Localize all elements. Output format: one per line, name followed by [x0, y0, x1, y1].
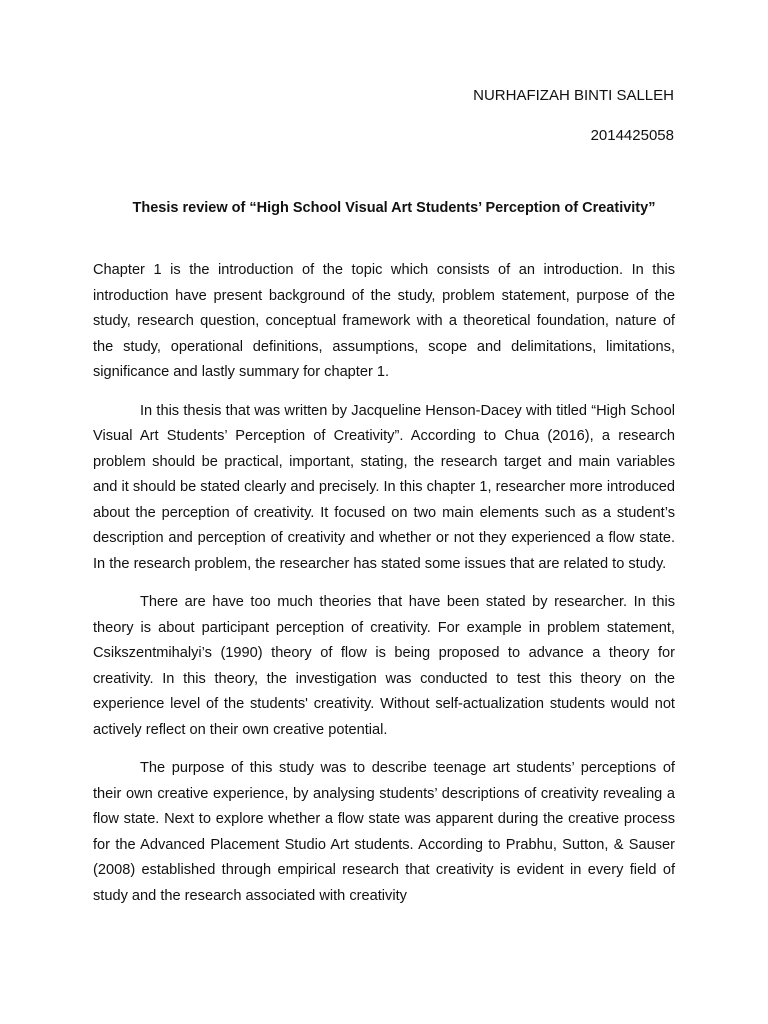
student-id: 2014425058 — [590, 127, 674, 144]
document-title: Thesis review of “High School Visual Art Students’ Perception of Creativity” — [132, 200, 656, 216]
body-text — [93, 258, 675, 922]
paragraph-theories: There are have too much theories that have been stated by researcher. In this theory is about participant perception of creativity. For example in problem statement, Csikszentmihalyi’s (1990) theory of flow is being proposed to advance a theory for creativity. In this theory, the investigation was conducted to test this theory on the experience level of the students' creativity. Without self-actualization students would not actively reflect on their own creative potential. — [93, 594, 675, 738]
paragraph-purpose: The purpose of this study was to describe teenage art students’ perceptions of their own creative experience, by analysing students’ descriptions of creativity revealing a flow state. Next to explore whether a flow state was apparent during the creative process for the Advanced Placement Studio Art students. According to Prabhu, Sutton, & Sauser (2008) established through empirical research that creativity is evident in every field of study and the research associated with creativity — [93, 760, 675, 904]
author-name: NURHAFIZAH BINTI SALLEH — [473, 87, 674, 104]
paragraph-chapter-intro: Chapter 1 is the introduction of the topic which consists of an introduction. In this introduction have present background of the study, problem statement, purpose of the study, research question, conceptual framework with a theoretical foundation, nature of the study, operational definitions, assumptions, scope and delimitations, limitations, significance and lastly summary for chapter 1. — [93, 262, 675, 380]
header-block — [473, 86, 674, 146]
paragraph-thesis-author: In this thesis that was written by Jacqueline Henson-Dacey with titled “High School Visual Art Students’ Perception of Creativity”. According to Chua (2016), a research problem should be practical, important, stating, the research target and main variables and it should be stated clearly and precisely. In this chapter 1, researcher more introduced about the perception of creativity. It focused on two main elements such as a student’s description and perception of creativity and whether or not they experienced a flow state. In the research problem, the researcher has stated some issues that are related to study. — [93, 402, 675, 572]
